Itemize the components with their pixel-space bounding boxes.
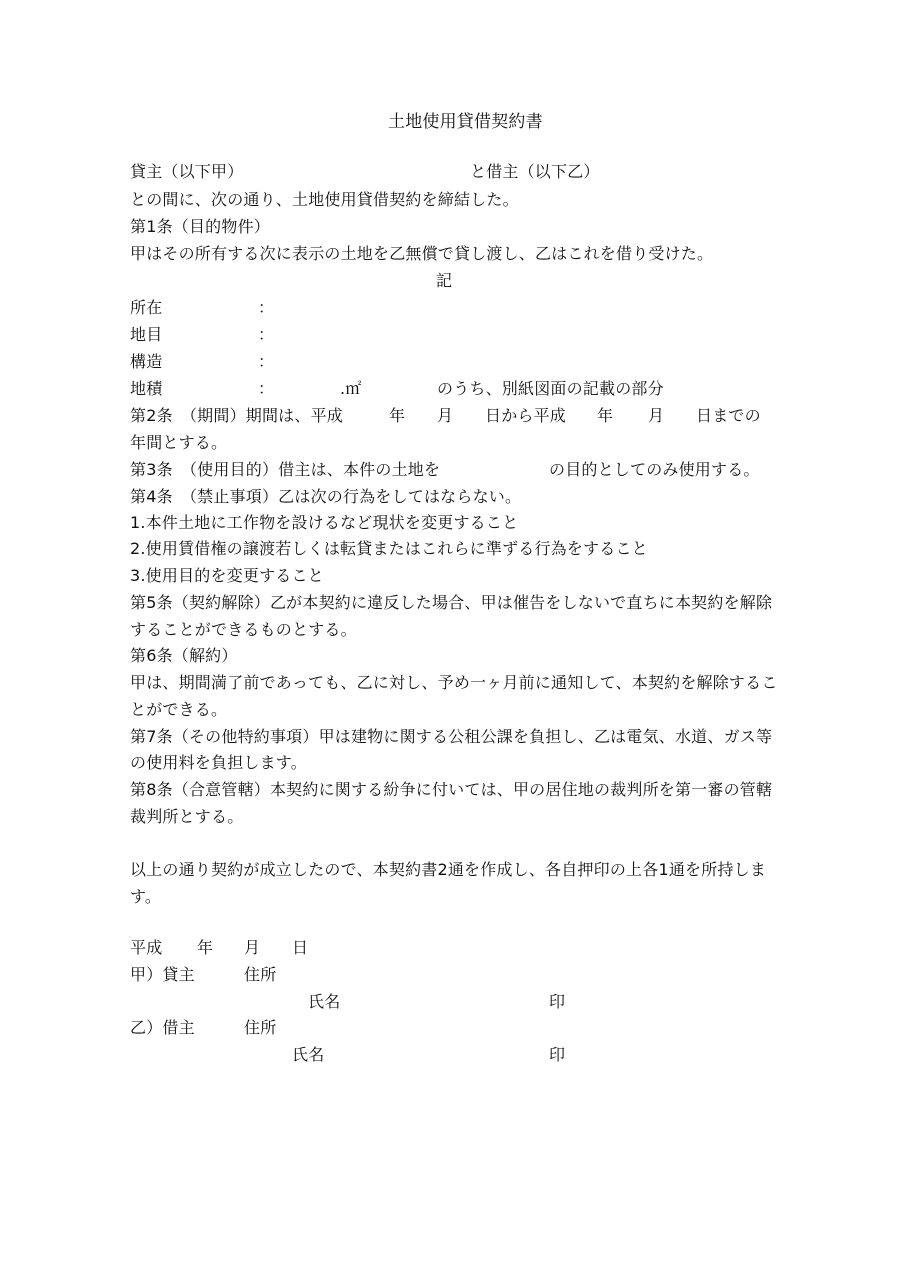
area-label: 地積 bbox=[130, 379, 163, 398]
ki-marker: 記 bbox=[436, 271, 453, 290]
article2-day-from: 日から平成 bbox=[485, 406, 567, 425]
location-label: 所在 bbox=[130, 298, 163, 317]
closing-line2: す。 bbox=[130, 887, 162, 906]
article8-line2: 裁判所とする。 bbox=[130, 807, 244, 826]
article2-day-until: 日までの bbox=[696, 406, 761, 425]
article5-line1: 第5条（契約解除）乙が本契約に違反した場合、甲は催告をしないで直ちに本契約を解除 bbox=[130, 593, 773, 612]
article6-heading: 第6条（解約） bbox=[130, 646, 238, 665]
article2-month1: 月 bbox=[437, 406, 454, 425]
article5-line2: することができるものとする。 bbox=[130, 620, 357, 639]
location-colon: ： bbox=[258, 298, 275, 317]
date-day: 日 bbox=[292, 938, 309, 957]
lender-name-label: 氏名 bbox=[308, 992, 341, 1011]
borrower-name-label: 氏名 bbox=[292, 1045, 325, 1064]
lender-seal: 印 bbox=[549, 992, 566, 1011]
article7-line1: 第7条（その他特約事項）甲は建物に関する公租公課を負担し、乙は電気、水道、ガス等 bbox=[130, 727, 773, 746]
article4-item-2: 2.使用賃借権の譲渡若しくは転貸またはこれらに準ずる行為をすること bbox=[130, 539, 648, 558]
article1-body: 甲はその所有する次に表示の土地を乙無償で貸し渡し、乙はこれを借り受けた。 bbox=[130, 244, 714, 263]
land-category-label: 地目 bbox=[130, 325, 163, 344]
lender-address-label: 住所 bbox=[244, 965, 277, 984]
land-category-colon: ： bbox=[258, 325, 275, 344]
article2-cont: 年間とする。 bbox=[130, 433, 228, 452]
article8-line1: 第8条（合意管轄）本契約に関する紛争に付いては、甲の居住地の裁判所を第一審の管轄 bbox=[130, 780, 773, 799]
article4-item-3: 3.使用目的を変更すること bbox=[130, 566, 324, 585]
intro-text: との間に、次の通り、土地使用貸借契約を締結した。 bbox=[130, 190, 519, 209]
article4-heading: 第4条 （禁止事項）乙は次の行為をしてはならない。 bbox=[130, 487, 522, 506]
article2-month2: 月 bbox=[648, 406, 665, 425]
date-era: 平成 bbox=[130, 938, 163, 957]
closing-line1: 以上の通り契約が成立したので、本契約書2通を作成し、各自押印の上各1通を所持しま bbox=[130, 860, 767, 879]
date-year: 年 bbox=[197, 938, 214, 957]
area-note: のうち、別紙図面の記載の部分 bbox=[437, 379, 664, 398]
area-unit: .㎡ bbox=[340, 379, 362, 398]
borrower-signature-label: 乙）借主 bbox=[130, 1018, 195, 1037]
article3-tail: の目的としてのみ使用する。 bbox=[549, 460, 760, 479]
article7-line2: の使用料を負担します。 bbox=[130, 753, 307, 772]
structure-colon: ： bbox=[258, 352, 275, 371]
article3-heading: 第3条 （使用目的）借主は、本件の土地を bbox=[130, 460, 441, 479]
borrower-party: と借主（以下乙） bbox=[470, 162, 600, 181]
date-month: 月 bbox=[244, 938, 261, 957]
article6-line2: とができる。 bbox=[130, 700, 228, 719]
article2-year1: 年 bbox=[389, 406, 406, 425]
lender-party: 貸主（以下甲） bbox=[130, 162, 244, 181]
document-title: 土地使用貸借契約書 bbox=[388, 112, 543, 132]
article2-year2: 年 bbox=[597, 406, 614, 425]
area-colon: ： bbox=[258, 379, 275, 398]
article1-heading: 第1条（目的物件） bbox=[130, 217, 270, 236]
borrower-seal: 印 bbox=[549, 1045, 566, 1064]
borrower-address-label: 住所 bbox=[244, 1018, 277, 1037]
article6-line1: 甲は、期間満了前であっても、乙に対し、予め一ヶ月前に通知して、本契約を解除するこ bbox=[130, 673, 778, 692]
article4-item-1: 1.本件土地に工作物を設けるなど現状を変更すること bbox=[130, 513, 519, 532]
article2-heading: 第2条 （期間）期間は、平成 bbox=[130, 406, 343, 425]
structure-label: 構造 bbox=[130, 352, 163, 371]
lender-signature-label: 甲）貸主 bbox=[130, 965, 195, 984]
